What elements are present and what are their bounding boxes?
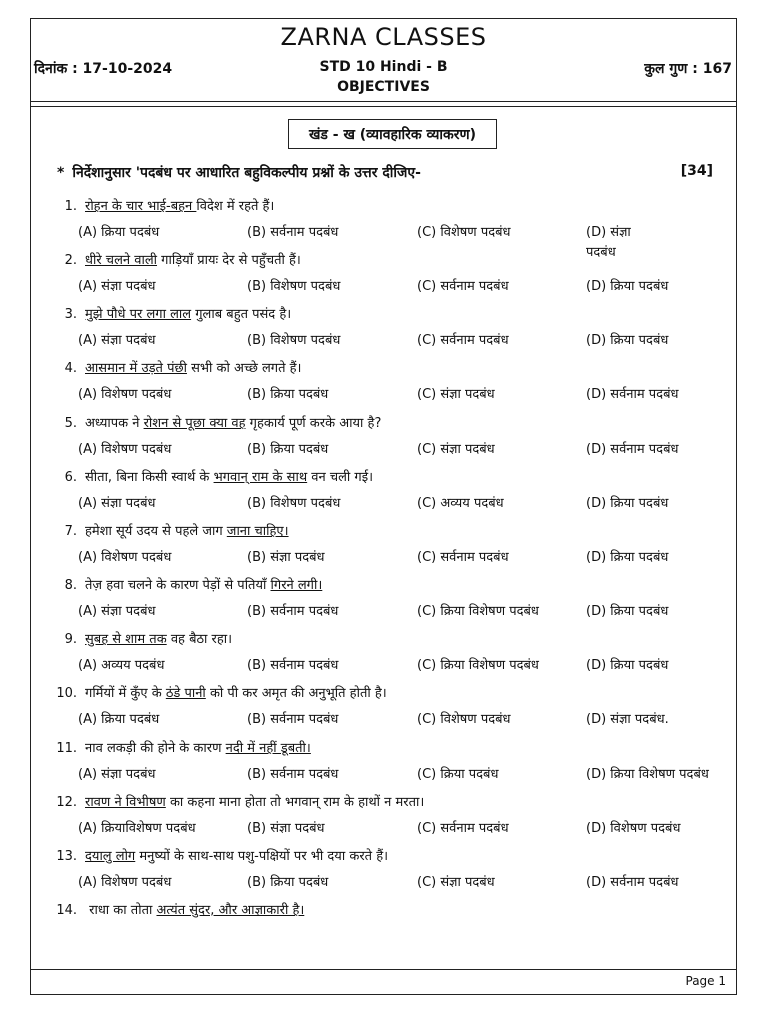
question-text [43,846,388,864]
option-a: (A) विशेषण पदबंध [78,442,172,457]
option-d: (D) सर्वनाम पदबंध [586,442,679,457]
option-a: (A) संज्ञा पदबंध [78,279,156,294]
page-title: ZARNA CLASSES [280,23,487,51]
option-a: (A) क्रिया पदबंध [78,225,160,240]
section-heading: खंड - ख (व्यावहारिक व्याकरण) [288,119,497,149]
option-b: (B) क्रिया पदबंध [247,442,329,457]
question-number: 14. [56,903,77,918]
option-c: (C) क्रिया विशेषण पदबंध [417,604,539,619]
question-text [43,304,291,322]
option-a: (A) विशेषण पदबंध [78,387,172,402]
instruction-star: * [57,165,65,181]
question-underlined: सुबह से शाम तक [85,632,167,647]
option-b: (B) क्रिया पदबंध [247,387,329,402]
question-pre: अध्यापक ने [85,416,144,431]
option-d: (D) सर्वनाम पदबंध [586,387,679,402]
option-d: (D) क्रिया विशेषण पदबंध [586,767,709,782]
instruction-text: निर्देशानुसार 'पदबंध पर आधारित बहुविकल्पीय प्रश्नों के उत्तर दीजिए- [72,165,421,181]
option-b: (B) सर्वनाम पदबंध [247,767,339,782]
page-frame [30,18,737,995]
option-c: (C) क्रिया विशेषण पदबंध [417,658,539,673]
question-text [43,413,381,431]
option-b: (B) संज्ञा पदबंध [247,550,325,565]
option-b: (B) विशेषण पदबंध [247,333,341,348]
std-label: STD 10 Hindi - B [319,59,448,75]
total-marks-label: कुल गुण : 167 [644,61,732,77]
question-number: 2. [64,253,77,268]
question-text [43,738,311,756]
option-d: (D) क्रिया पदबंध [586,550,669,565]
question-underlined: रावण ने विभीषण [85,795,166,810]
question-post: विदेश में रहते हैं। [196,199,275,214]
option-d: (D) संज्ञा [586,225,631,240]
question-number: 5. [64,416,77,431]
question-underlined: मुझे पौधे पर लगा लाल [85,307,192,322]
option-a: (A) क्रिया पदबंध [78,712,160,727]
question-pre: गर्मियों में कुँए के [85,686,166,701]
option-d: (D) क्रिया पदबंध [586,658,669,673]
option-c: (C) सर्वनाम पदबंध [417,550,509,565]
option-c: (C) सर्वनाम पदबंध [417,279,509,294]
question-pre: हमेशा सूर्य उदय से पहले जाग [85,524,227,539]
question-number: 7. [64,524,77,539]
question-number: 1. [64,199,77,214]
question-text [43,358,301,376]
question-underlined: नदी में नहीं डूबती। [225,741,311,756]
option-c: (C) विशेषण पदबंध [417,712,511,727]
question-text [43,629,232,647]
header-divider-top [31,101,736,102]
option-a: (A) अव्यय पदबंध [78,658,165,673]
question-underlined: दयालु लोग [85,849,136,864]
option-b: (B) संज्ञा पदबंध [247,821,325,836]
question-text [43,900,304,918]
option-d: (D) क्रिया पदबंध [586,333,669,348]
option-d: (D) क्रिया पदबंध [586,604,669,619]
question-post: गृहकार्य पूर्ण करके आया है? [245,416,382,431]
question-underlined: रोशन से पूछा क्या वह [143,416,246,431]
option-c: (C) सर्वनाम पदबंध [417,821,509,836]
option-c: (C) संज्ञा पदबंध [417,875,495,890]
option-a: (A) विशेषण पदबंध [78,550,172,565]
option-c: (C) अव्यय पदबंध [417,496,504,511]
question-underlined: रोहन के चार भाई-बहन [85,199,197,214]
page-number: Page 1 [685,974,726,988]
question-underlined: अत्यंत सुंदर, और आज्ञाकारी है। [156,903,305,918]
question-underlined: भगवान् राम के साथ [213,470,308,485]
option-c: (C) संज्ञा पदबंध [417,387,495,402]
option-a: (A) विशेषण पदबंध [78,875,172,890]
header-divider-bottom [31,106,736,107]
subtitle: OBJECTIVES [337,79,430,95]
question-post: वह बैठा रहा। [166,632,233,647]
question-number: 8. [64,578,77,593]
option-x: पदबंध [586,245,616,260]
option-d: (D) संज्ञा पदबंध. [586,712,669,727]
question-post: को पी कर अमृत की अनुभूति होती है। [205,686,387,701]
option-a: (A) संज्ञा पदबंध [78,333,156,348]
option-b: (B) सर्वनाम पदबंध [247,712,339,727]
question-number: 13. [56,849,77,864]
question-underlined: जाना चाहिए। [226,524,289,539]
option-a: (A) संज्ञा पदबंध [78,767,156,782]
option-b: (B) सर्वनाम पदबंध [247,604,339,619]
question-underlined: गिरने लगी। [270,578,323,593]
question-post: सभी को अच्छे लगते हैं। [186,361,302,376]
question-pre: राधा का तोता [85,903,157,918]
question-text [43,792,424,810]
date-label: दिनांक : 17-10-2024 [34,61,173,77]
question-post: वन चली गई। [307,470,374,485]
question-number: 3. [64,307,77,322]
option-b: (B) सर्वनाम पदबंध [247,658,339,673]
question-pre: नाव लकड़ी की होने के कारण [85,741,226,756]
section-marks: [34] [680,163,713,179]
option-b: (B) क्रिया पदबंध [247,875,329,890]
question-underlined: ठंडे पानी [165,686,206,701]
question-post: गाड़ियाँ प्रायः देर से पहुँचती हैं। [157,253,301,268]
option-d: (D) सर्वनाम पदबंध [586,875,679,890]
option-c: (C) क्रिया पदबंध [417,767,499,782]
question-underlined: धीरे चलने वाली [85,253,158,268]
question-text [43,683,387,701]
option-b: (B) विशेषण पदबंध [247,496,341,511]
question-text [43,250,301,268]
question-text [43,575,322,593]
question-number: 12. [56,795,77,810]
option-b: (B) विशेषण पदबंध [247,279,341,294]
option-b: (B) सर्वनाम पदबंध [247,225,339,240]
question-post: गुलाब बहुत पसंद है। [191,307,292,322]
option-d: (D) क्रिया पदबंध [586,279,669,294]
option-d: (D) क्रिया पदबंध [586,496,669,511]
question-number: 10. [56,686,77,701]
question-number: 9. [64,632,77,647]
question-text [43,467,373,485]
option-a: (A) संज्ञा पदबंध [78,604,156,619]
option-a: (A) क्रियाविशेषण पदबंध [78,821,196,836]
question-pre: सीता, बिना किसी स्वार्थ के [85,470,214,485]
option-c: (C) संज्ञा पदबंध [417,442,495,457]
question-number: 11. [56,741,77,756]
option-c: (C) सर्वनाम पदबंध [417,333,509,348]
question-pre: तेज़ हवा चलने के कारण पेड़ों से पतियाँ [85,578,271,593]
question-post: का कहना माना होता तो भगवान् राम के हाथों न मरता। [165,795,425,810]
option-a: (A) संज्ञा पदबंध [78,496,156,511]
question-text [43,521,289,539]
option-c: (C) विशेषण पदबंध [417,225,511,240]
footer-divider [31,969,736,970]
option-d: (D) विशेषण पदबंध [586,821,681,836]
instruction [57,163,421,182]
question-text [43,196,274,214]
question-number: 4. [64,361,77,376]
question-number: 6. [64,470,77,485]
question-underlined: आसमान में उड़ते पंछी [85,361,187,376]
question-post: मनुष्यों के साथ-साथ पशु-पक्षियों पर भी दया करते हैं। [135,849,389,864]
